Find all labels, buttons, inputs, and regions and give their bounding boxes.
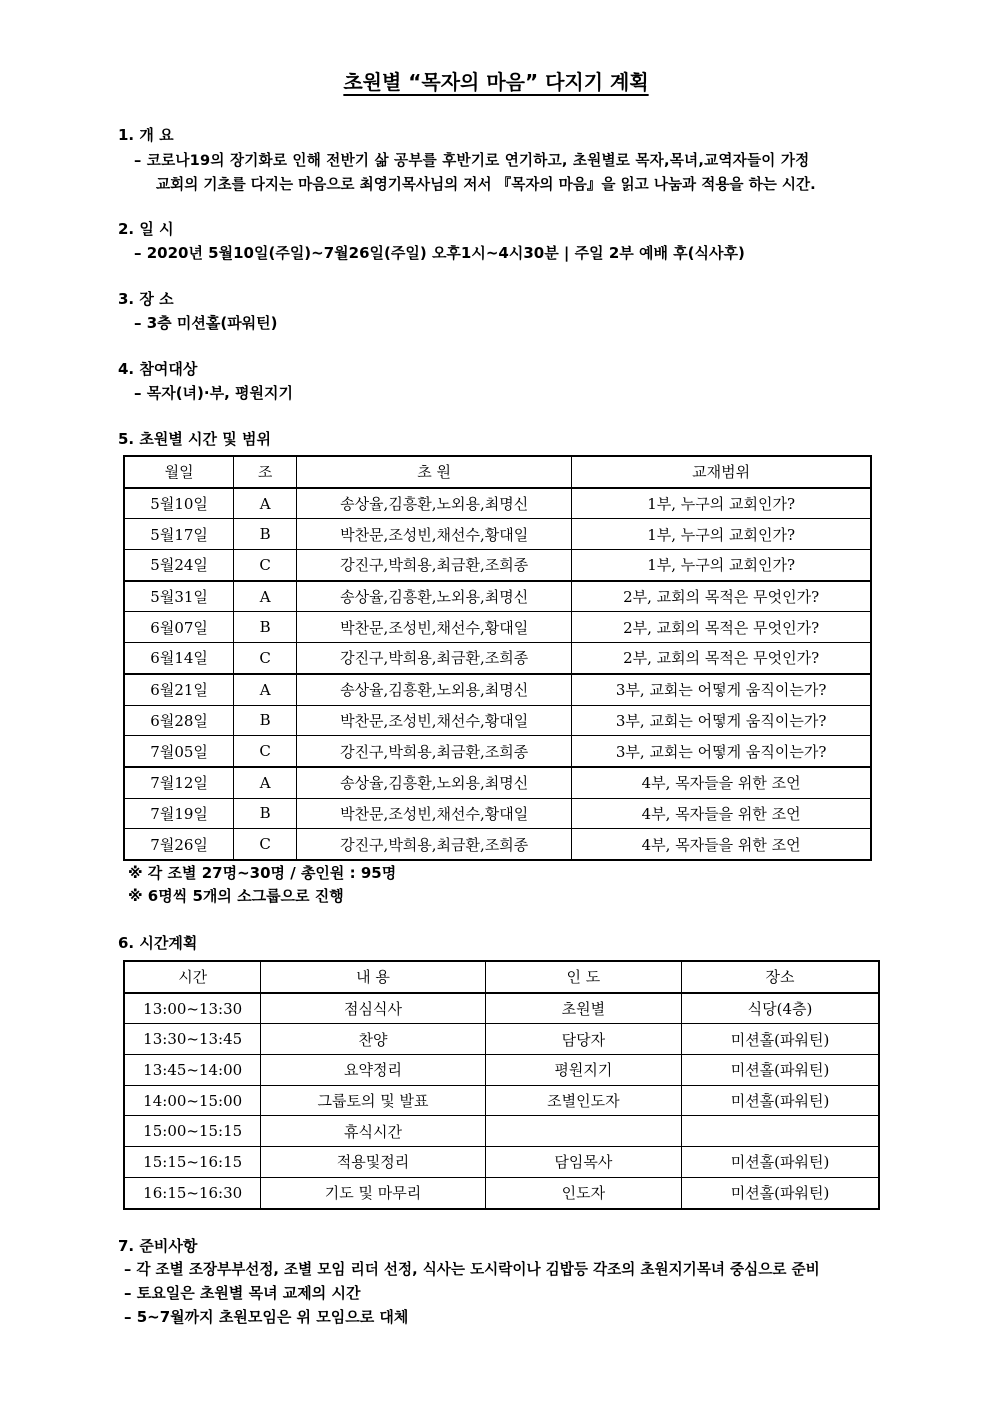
timeplan-time: 15:15~16:15 <box>124 1147 261 1178</box>
schedule-row <box>124 488 871 519</box>
schedule-row <box>124 798 871 829</box>
timeplan-content: 그룹토의 및 발표 <box>261 1085 485 1116</box>
timeplan-leader: 조별인도자 <box>485 1085 681 1116</box>
schedule-header-date: 월일 <box>124 456 234 488</box>
timeplan-leader: 평원지기 <box>485 1055 681 1086</box>
timeplan-row <box>124 993 879 1024</box>
schedule-date: 7월05일 <box>124 736 234 767</box>
timeplan-place: 미션홀(파워틴) <box>682 1147 879 1178</box>
section-heading-preparation: 7. 준비사항 <box>118 1237 198 1255</box>
timeplan-row <box>124 1055 879 1086</box>
schedule-date: 6월14일 <box>124 643 234 674</box>
schedule-date: 5월10일 <box>124 488 234 519</box>
preparation-line-1: – 각 조별 조장부부선정, 조별 모임 리더 선정, 식사는 도시락이나 김밥등 각조의 초원지기목녀 중심으로 준비 <box>124 1261 820 1278</box>
timeplan-content: 적용및정리 <box>261 1147 485 1178</box>
timeplan-content: 요약정리 <box>261 1055 485 1086</box>
timeplan-leader: 담당자 <box>485 1024 681 1055</box>
schedule-group: C <box>234 643 297 674</box>
schedule-group: A <box>234 674 297 705</box>
schedule-range: 3부, 교회는 어떻게 움직이는가? <box>572 705 871 736</box>
timeplan-leader: 담임목사 <box>485 1147 681 1178</box>
timeplan-place: 미션홀(파워틴) <box>682 1085 879 1116</box>
schedule-members: 강진구,박희용,최금환,조희종 <box>297 550 572 581</box>
timeplan-content: 기도 및 마무리 <box>261 1177 485 1208</box>
timeplan-content: 휴식시간 <box>261 1116 485 1147</box>
section-heading-location: 3. 장 소 <box>118 290 174 308</box>
overview-line-1: – 코로나19의 장기화로 인해 전반기 삶 공부를 후반기로 연기하고, 초원별로 목자,목녀,교역자들이 가정 <box>134 152 810 169</box>
schedule-range: 2부, 교회의 목적은 무엇인가? <box>572 612 871 643</box>
timeplan-row <box>124 1024 879 1055</box>
schedule-members: 송상율,김흥환,노외용,최명신 <box>297 674 572 705</box>
timeplan-place <box>682 1116 879 1147</box>
schedule-members: 송상율,김흥환,노외용,최명신 <box>297 581 572 612</box>
timeplan-header-row <box>124 961 879 993</box>
timeplan-time: 15:00~15:15 <box>124 1116 261 1147</box>
schedule-members: 강진구,박희용,최금환,조희종 <box>297 736 572 767</box>
schedule-group: B <box>234 612 297 643</box>
schedule-date: 5월17일 <box>124 519 234 550</box>
schedule-group: C <box>234 550 297 581</box>
schedule-row <box>124 767 871 798</box>
schedule-row <box>124 550 871 581</box>
schedule-members: 강진구,박희용,최금환,조희종 <box>297 829 572 860</box>
schedule-group: B <box>234 705 297 736</box>
timeplan-time: 14:00~15:00 <box>124 1085 261 1116</box>
schedule-header-range: 교재범위 <box>572 456 871 488</box>
schedule-row <box>124 674 871 705</box>
timeplan-place: 식당(4층) <box>682 993 879 1024</box>
timeplan-row <box>124 1085 879 1116</box>
section-heading-timeplan: 6. 시간계획 <box>118 934 198 952</box>
schedule-range: 3부, 교회는 어떻게 움직이는가? <box>572 736 871 767</box>
schedule-members: 박찬문,조성빈,채선수,황대일 <box>297 798 572 829</box>
timeplan-time: 13:30~13:45 <box>124 1024 261 1055</box>
timeplan-header-leader: 인 도 <box>485 961 681 993</box>
schedule-members: 박찬문,조성빈,채선수,황대일 <box>297 612 572 643</box>
timeplan-table <box>123 960 880 1210</box>
timeplan-leader: 초원별 <box>485 993 681 1024</box>
schedule-members: 박찬문,조성빈,채선수,황대일 <box>297 705 572 736</box>
section-heading-overview: 1. 개 요 <box>118 126 174 144</box>
timeplan-content: 점심식사 <box>261 993 485 1024</box>
schedule-date: 6월07일 <box>124 612 234 643</box>
timeplan-place: 미션홀(파워틴) <box>682 1024 879 1055</box>
schedule-range: 4부, 목자들을 위한 조언 <box>572 767 871 798</box>
timeplan-place: 미션홀(파워틴) <box>682 1177 879 1208</box>
timeplan-place: 미션홀(파워틴) <box>682 1055 879 1086</box>
timeplan-header-content: 내 용 <box>261 961 485 993</box>
schedule-range: 2부, 교회의 목적은 무엇인가? <box>572 581 871 612</box>
schedule-range: 2부, 교회의 목적은 무엇인가? <box>572 643 871 674</box>
schedule-range: 4부, 목자들을 위한 조언 <box>572 798 871 829</box>
schedule-row <box>124 829 871 860</box>
schedule-date: 5월31일 <box>124 581 234 612</box>
timeplan-content: 찬양 <box>261 1024 485 1055</box>
schedule-row <box>124 581 871 612</box>
schedule-members: 박찬문,조성빈,채선수,황대일 <box>297 519 572 550</box>
section-heading-participants: 4. 참여대상 <box>118 360 198 378</box>
timeplan-leader <box>485 1116 681 1147</box>
schedule-range: 1부, 누구의 교회인가? <box>572 519 871 550</box>
timeplan-leader: 인도자 <box>485 1177 681 1208</box>
timeplan-row <box>124 1116 879 1147</box>
schedule-date: 6월21일 <box>124 674 234 705</box>
timeplan-header-time: 시간 <box>124 961 261 993</box>
schedule-date: 6월28일 <box>124 705 234 736</box>
section-heading-datetime: 2. 일 시 <box>118 220 174 238</box>
schedule-group: A <box>234 581 297 612</box>
schedule-row <box>124 705 871 736</box>
timeplan-row <box>124 1177 879 1208</box>
timeplan-row <box>124 1147 879 1178</box>
schedule-range: 1부, 누구의 교회인가? <box>572 488 871 519</box>
location-line: – 3층 미션홀(파워틴) <box>134 314 278 332</box>
schedule-header-members: 초 원 <box>297 456 572 488</box>
timeplan-header-place: 장소 <box>682 961 879 993</box>
preparation-line-2: – 토요일은 초원별 목녀 교제의 시간 <box>124 1284 361 1302</box>
schedule-row <box>124 612 871 643</box>
preparation-line-3: – 5~7월까지 초원모임은 위 모임으로 대체 <box>124 1308 409 1326</box>
schedule-range: 4부, 목자들을 위한 조언 <box>572 829 871 860</box>
schedule-date: 5월24일 <box>124 550 234 581</box>
schedule-table <box>123 455 872 861</box>
schedule-header-row <box>124 456 871 488</box>
schedule-members: 송상율,김흥환,노외용,최명신 <box>297 767 572 798</box>
datetime-line: – 2020년 5월10일(주일)~7월26일(주일) 오후1시~4시30분 | 주일 2부 예배 후(식사후) <box>134 244 745 262</box>
schedule-range: 3부, 교회는 어떻게 움직이는가? <box>572 674 871 705</box>
schedule-row <box>124 736 871 767</box>
schedule-range: 1부, 누구의 교회인가? <box>572 550 871 581</box>
timeplan-time: 13:45~14:00 <box>124 1055 261 1086</box>
schedule-date: 7월12일 <box>124 767 234 798</box>
page-title: 초원별 “목자의 마음” 다지기 계획 <box>343 70 649 94</box>
schedule-group: B <box>234 798 297 829</box>
schedule-group: A <box>234 767 297 798</box>
schedule-group: C <box>234 736 297 767</box>
section-heading-schedule: 5. 초원별 시간 및 범위 <box>118 430 271 448</box>
schedule-note-groups: ※ 6명씩 5개의 소그룹으로 진행 <box>128 887 344 905</box>
schedule-date: 7월19일 <box>124 798 234 829</box>
schedule-group: C <box>234 829 297 860</box>
schedule-row <box>124 643 871 674</box>
timeplan-time: 16:15~16:30 <box>124 1177 261 1208</box>
timeplan-time: 13:00~13:30 <box>124 993 261 1024</box>
schedule-date: 7월26일 <box>124 829 234 860</box>
schedule-members: 송상율,김흥환,노외용,최명신 <box>297 488 572 519</box>
schedule-members: 강진구,박희용,최금환,조희종 <box>297 643 572 674</box>
schedule-group: A <box>234 488 297 519</box>
overview-line-2: 교회의 기초를 다지는 마음으로 최영기목사님의 저서 『목자의 마음』을 읽고 나눔과 적용을 하는 시간. <box>156 176 816 193</box>
schedule-group: B <box>234 519 297 550</box>
schedule-header-group: 조 <box>234 456 297 488</box>
participants-line: – 목자(녀)·부, 평원지기 <box>134 384 293 402</box>
schedule-note-total: ※ 각 조별 27명~30명 / 총인원 : 95명 <box>128 864 397 882</box>
schedule-row <box>124 519 871 550</box>
